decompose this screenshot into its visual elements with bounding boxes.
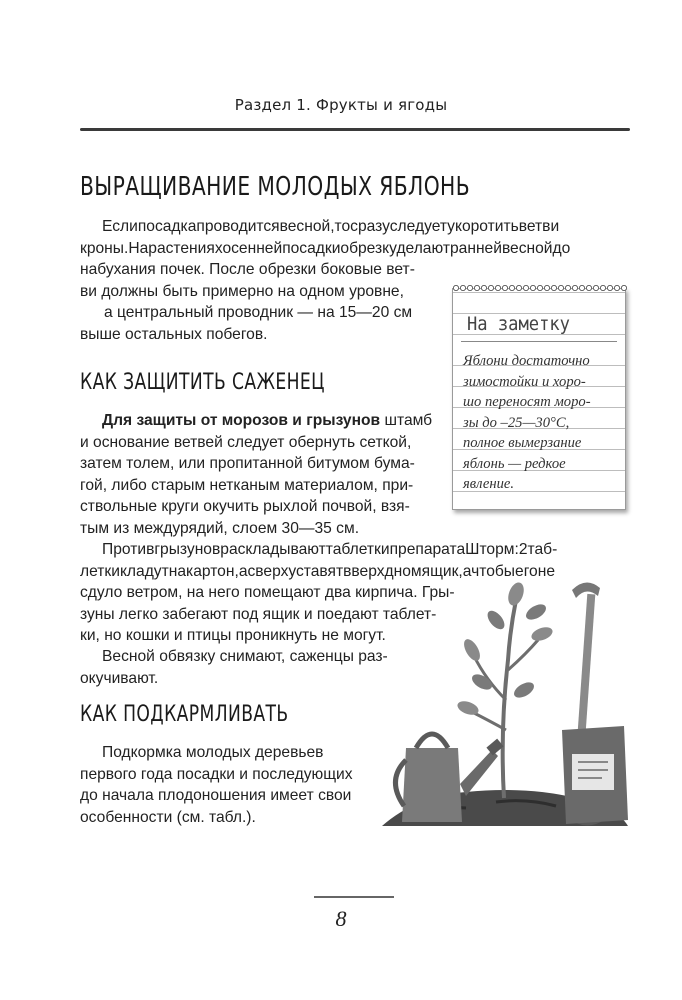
- note-line: явление.: [463, 476, 514, 492]
- note-line: зимостойки и хоро-: [463, 373, 586, 390]
- note-line: шо переносят моро-: [463, 394, 591, 410]
- note-line: зы до –25—30°С,: [463, 414, 570, 431]
- fertilizer-bag-icon: [562, 726, 628, 824]
- running-header: Раздел 1. Фрукты и ягоды: [234, 96, 448, 114]
- text-line: леткикладутнакартон,асверхуставятвверхдномящик,ачтобыегоне: [80, 562, 556, 580]
- note-card: [452, 288, 626, 510]
- text-line: сдуло ветром, на него помещают два кирпича. Гры-: [80, 584, 455, 601]
- seedling-icon: [456, 580, 555, 798]
- notebook-spiral-icon: [452, 283, 628, 293]
- text-line: затем толем, или пропитанной битумом бума-: [80, 455, 415, 472]
- text-line: и основание ветвей следует обернуть сеткой,: [80, 433, 412, 451]
- note-title: На заметку: [467, 313, 570, 335]
- text-line: Весной обвязку снимают, саженцы раз-: [102, 648, 388, 665]
- bold-lead: Для защиты от морозов и грызунов: [102, 412, 381, 429]
- text-line: ствольные круги окучить рыхлой почвой, взя-: [80, 498, 410, 515]
- text-line: тым из междурядий, слоем 30—35 см.: [80, 519, 360, 537]
- text-line: ки, но кошки и птицы проникнуть не могут.: [80, 627, 386, 644]
- text-line: гой, либо старым нетканым материалом, при-: [80, 476, 414, 494]
- text-line: кроны.Нарастенияхосеннейпосадкиобрезкуделаютраннейвеснойдо: [80, 239, 571, 257]
- text-line: ПротивгрызуновраскладываюттаблеткипрепаратаШторм:2таб-: [102, 541, 558, 558]
- text-fragment: штамб: [380, 412, 433, 429]
- note-line: Яблони достаточно: [463, 353, 590, 369]
- text-line: окучивают.: [80, 669, 159, 687]
- text-line: ви должны быть примерно на одном уровне,: [80, 282, 404, 300]
- section-title-protect: КАК ЗАЩИТИТЬ САЖЕНЕЦ: [80, 370, 325, 395]
- text-line: до начала плодоношения имеет свои: [80, 787, 352, 804]
- section-title-growing: ВЫРАЩИВАНИЕ МОЛОДЫХ ЯБЛОНЬ: [80, 172, 470, 202]
- text-line: особенности (см. табл.).: [80, 808, 256, 826]
- text-line: зуны легко забегают под ящик и поедают таблет-: [80, 605, 437, 623]
- page-number: 8: [335, 906, 347, 931]
- section3-paragraph: [80, 742, 380, 828]
- note-title-underline: [461, 341, 617, 342]
- section-title-feeding: КАК ПОДКАРМЛИВАТЬ: [80, 702, 289, 727]
- text-line: первого года посадки и последующих: [80, 765, 353, 783]
- text-line: набухания почек. После обрезки боковые вет-: [80, 261, 415, 278]
- header-divider: [80, 128, 630, 131]
- text-line: выше остальных побегов.: [80, 325, 268, 343]
- note-line: полное вымерзание: [463, 435, 582, 451]
- text-line: Подкормка молодых деревьев: [102, 744, 324, 761]
- text-line: а центральный проводник — на 15—20 см: [104, 304, 413, 321]
- text-line: Еслипосадкапроводитсявесной,тосразуследуетукоротитьветви: [102, 218, 560, 235]
- seedling-garden-tools-illustration: [376, 570, 632, 840]
- note-line: яблонь — редкое: [463, 455, 566, 472]
- note-body: [463, 351, 623, 495]
- section2-paragraph3: [80, 646, 420, 689]
- section2-paragraph1: [80, 410, 440, 539]
- footer-divider: [314, 896, 394, 898]
